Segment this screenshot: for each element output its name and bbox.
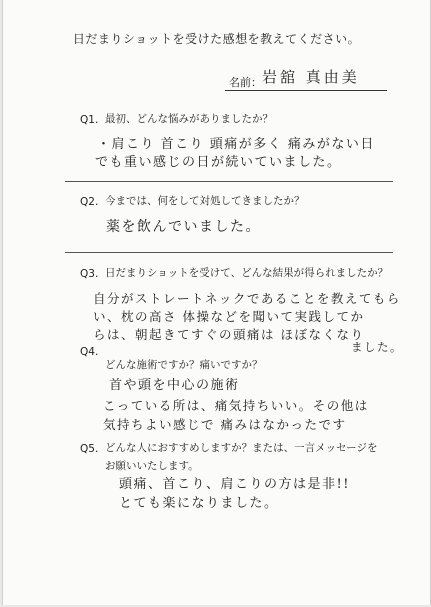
q2-answer-line-1: 薬を飲んでいました。: [106, 219, 261, 235]
q5-question-line-1: どんな人におすすめしますか？または、一言メッセージを: [105, 442, 378, 454]
q4-answer-line-3: 気持ちよい感じで 痛みはなかったです: [103, 417, 347, 432]
q3-answer-line-4: ました。: [351, 340, 403, 354]
q1-number: Q1.: [80, 114, 99, 126]
form-title: 日だまりショットを受けた感想を教えてください。: [72, 32, 361, 46]
name-value: 岩舘 真由美: [262, 68, 360, 86]
q1-answer-line-2: でも重い感じの日が続いていました。: [95, 155, 342, 170]
name-label: 名前：: [229, 76, 262, 89]
q3-number: Q3.: [80, 268, 99, 280]
survey-sheet: [2, 0, 431, 605]
q4-answer-line-1: 首や頭を中心の施術: [109, 378, 240, 393]
q4-question: どんな施術ですか？痛いですか？: [105, 359, 263, 371]
q2-number: Q2.: [80, 196, 99, 208]
q1-divider: [65, 181, 393, 182]
q5-number: Q5.: [80, 443, 99, 455]
q3-answer-line-1: 自分がストレートネックであることを教えてもら: [93, 291, 401, 306]
q5-question-line-2: お願いいたします。: [105, 460, 199, 472]
q3-question: 日だまりショットを受けて、どんな結果が得られましたか？: [105, 267, 389, 279]
q3-answer-line-2: い、枕の高さ 体操などを聞いて実践してか: [93, 309, 365, 324]
q2-question: 今までは、何をして対処してきましたか？: [105, 195, 305, 207]
q5-answer-line-2: とても楽になりました。: [119, 496, 279, 511]
q2-divider: [65, 252, 393, 253]
q1-question: 最初、どんな悩みがありましたか？: [105, 113, 273, 125]
q4-answer-line-2: こっている所は、痛気持ちいい。その他は: [103, 398, 369, 413]
q3-answer-line-3: らは、朝起きてすぐの頭痛は ほぼなくなり: [93, 327, 365, 342]
q4-number: Q4.: [80, 346, 99, 358]
name-underline: [225, 90, 387, 91]
q5-answer-line-1: 頭痛、首こり、肩こりの方は是非!!: [119, 477, 350, 492]
q1-answer-line-1: ・肩こり 首こり 頭痛が多く 痛みがない日: [97, 137, 375, 152]
